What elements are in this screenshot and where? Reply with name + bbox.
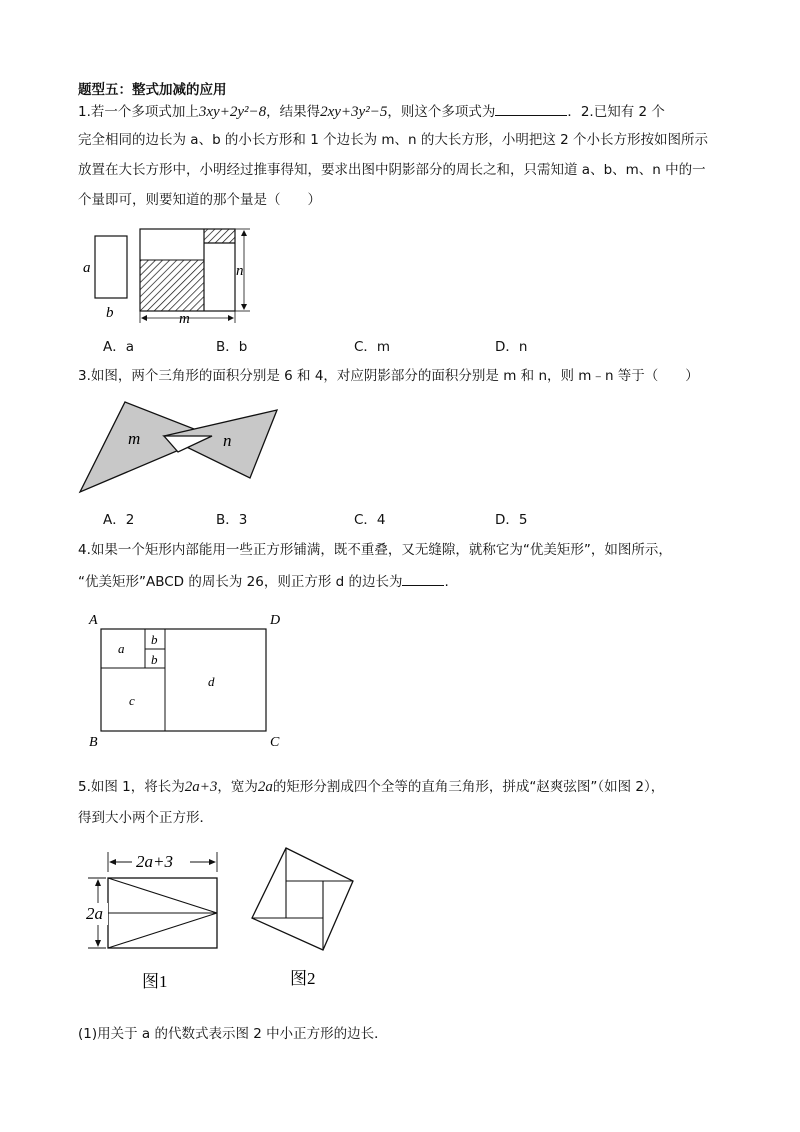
q5-line-1-post: 的矩形分割成四个全等的直角三角形，拼成“赵爽弦图”（如图 2）， [272, 779, 665, 795]
q1-expr-added: 3xy+2y²−8 [198, 104, 267, 120]
q3-option-b[interactable]: B．3 [216, 512, 248, 528]
label-m: m [179, 311, 190, 327]
q5-length-expr: 2a+3 [184, 779, 218, 795]
label-b-top: b [151, 632, 158, 647]
q3-option-d[interactable]: D．5 [495, 512, 528, 528]
q1-answer-blank[interactable] [495, 101, 567, 116]
q2-line-4: 个量即可，则要知道的那个量是（ ） [78, 192, 321, 208]
section-title: 题型五：整式加减的应用 [78, 82, 227, 98]
q5-line-1-mid: ，宽为 [217, 779, 258, 795]
q1-suffix: ，则这个多项式为 [387, 104, 496, 120]
q4-line-2-end: . [444, 574, 449, 590]
q4-line-1: 4.如果一个矩形内部能用一些正方形铺满，既不重叠，又无缝隙，就称它为“优美矩形”，如图所示， [78, 542, 672, 558]
q2-line1-end: ．2.已知有 2 个 [567, 104, 665, 120]
q2-option-a[interactable]: A．a [103, 339, 135, 355]
q1-mid: ，结果得 [266, 104, 321, 120]
q3-text: 3.如图，两个三角形的面积分别是 6 和 4，对应阴影部分的面积分别是 m 和 n，则 m﹣n 等于（ ） [78, 368, 699, 384]
large-square [252, 848, 353, 950]
shaded-region-left [140, 260, 204, 311]
label-width: 2a [86, 904, 103, 923]
q5-figure-1 [84, 848, 244, 998]
figure-2-caption: 图2 [290, 969, 316, 988]
q2-line-2: 完全相同的边长为 a、b 的小长方形和 1 个边长为 m、n 的大长方形，小明把这 2 个小长方形按如图所示 [78, 132, 709, 148]
label-length: 2a+3 [136, 852, 173, 871]
label-D: D [270, 613, 281, 628]
label-n: n [236, 263, 244, 279]
q4-line-2-text: “优美矩形”ABCD 的周长为 26，则正方形 d 的边长为 [78, 574, 403, 590]
q1-expr-result: 2xy+3y²−5 [320, 104, 388, 120]
q2-line-3: 放置在大长方形中，小明经过推事得知，要求出图中阴影部分的周长之和，只需知道 a、b、m、n 中的一 [78, 162, 706, 178]
q4-figure [86, 610, 306, 750]
q2-option-d[interactable]: D．n [495, 339, 528, 355]
label-b: b [106, 305, 114, 321]
small-square [286, 881, 323, 918]
label-a: a [83, 260, 91, 276]
figure-1-caption: 图1 [142, 972, 168, 991]
q5-width-expr: 2a [257, 779, 273, 795]
label-b-bottom: b [151, 652, 158, 667]
label-C: C [270, 735, 280, 750]
q1-prefix: 1.若一个多项式加上 [78, 104, 199, 120]
q3-option-a[interactable]: A．2 [103, 512, 135, 528]
label-a: a [118, 641, 125, 656]
q5-line-1 [78, 777, 664, 797]
q4-answer-blank[interactable] [402, 571, 444, 586]
label-c: c [129, 693, 135, 708]
q3-figure [78, 398, 258, 498]
question-1-line [78, 101, 665, 122]
q5-line-1-pre: 5.如图 1，将长为 [78, 779, 185, 795]
label-d: d [208, 674, 215, 689]
q3-option-c[interactable]: C．4 [354, 512, 386, 528]
label-A: A [89, 613, 98, 628]
label-m: m [128, 429, 141, 448]
q2-figure [80, 222, 260, 332]
q5-sub-question-1: (1)用关于 a 的代数式表示图 2 中小正方形的边长． [78, 1026, 388, 1042]
small-rectangle [95, 236, 127, 298]
q5-figure-2 [248, 848, 368, 998]
q5-line-2: 得到大小两个正方形． [78, 810, 213, 826]
label-n: n [223, 431, 232, 450]
q2-option-b[interactable]: B．b [216, 339, 248, 355]
rectangle-ABCD [101, 629, 266, 731]
shaded-region-top [204, 229, 235, 243]
q2-option-c[interactable]: C．m [354, 339, 391, 355]
q4-line-2 [78, 571, 449, 592]
label-B: B [89, 735, 98, 750]
